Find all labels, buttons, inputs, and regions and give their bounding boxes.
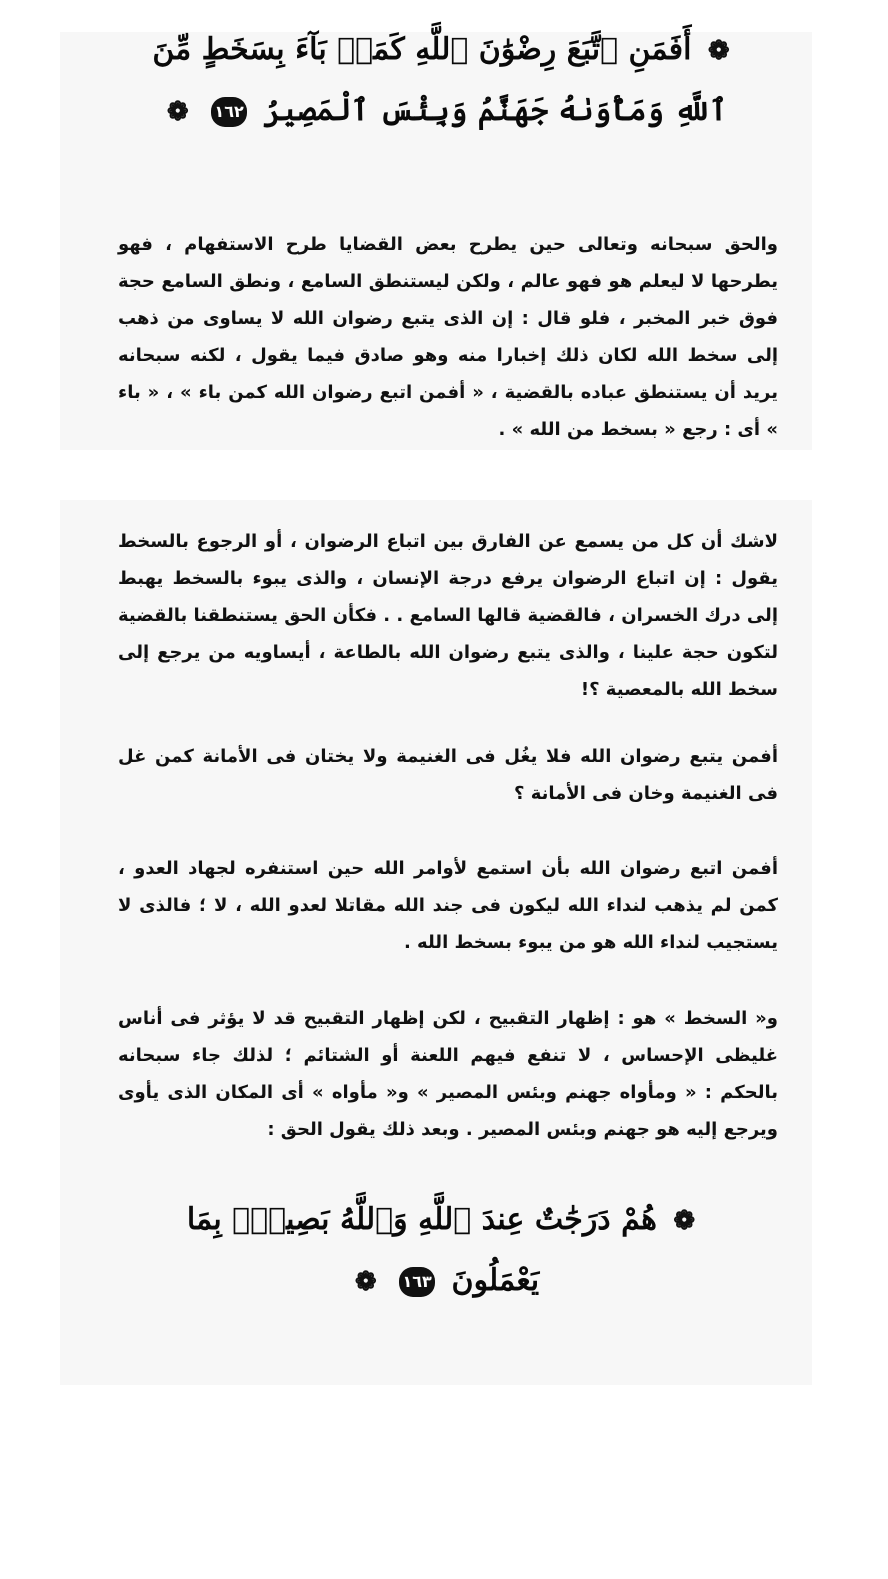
- verse-text: يَعْمَلُونَ: [451, 1263, 540, 1298]
- commentary-paragraph: لاشك أن كل من يسمع عن الفارق بين اتباع الرضوان ، أو الرجوع بالسخط يقول : إن اتباع الرضوان يرفع درجة الإنسان ، والذى يبوء بالسخط يهبط إلى درك الخسران ، فالقضية قالها السامع . . فكأن الحق يستنطقنا بالقضية لتكون حجة علينا ، والذى يتبع رضوان الله بالطاعة ، أيساويه من يرجع إلى سخط الله بالمعصية ؟!: [118, 531, 778, 700]
- commentary-paragraph: و« السخط » هو : إظهار التقبيح ، لكن إظهار التقبيح قد لا يؤثر فى أناس غليظى الإحساس ، لا تنفع فيهم اللعنة أو الشتائم ؛ لذلك جاء سبحانه بالحكم : « ومأواه جهنم وبئس المصير » و« مأواه » أى المكان الذى يأوى ويرجع إليه هو جهنم وبئس المصير . وبعد ذلك يقول الحق :: [118, 1008, 778, 1140]
- verse-line: [20, 20, 868, 81]
- quran-verse-162: [20, 20, 868, 142]
- ayah-number-badge: ١٦٣: [399, 1267, 435, 1297]
- verse-end-ornament-icon: ❁: [354, 1267, 377, 1297]
- commentary-paragraph: أفمن يتبع رضوان الله فلا يغُل فى الغنيمة ولا يختان فى الأمانة كمن غل فى الغنيمة وخان فى الأمانة ؟: [118, 746, 778, 804]
- verse-end-ornament-icon: ❁: [166, 97, 189, 127]
- verse-text: أَفَمَنِ ٱتَّبَعَ رِضْوَٰنَ ٱللَّهِ كَمَنۢ بَآءَ بِسَخَطٍ مِّنَ: [152, 32, 692, 67]
- commentary-paragraph: والحق سبحانه وتعالى حين يطرح بعض القضايا طرح الاستفهام ، فهو يطرحها لا ليعلم هو فهو عالم ، ولكن ليستنطق السامع ، ونطق السامع حجة فوق خبر المخبر ، فلو قال : إن الذى يتبع رضوان الله لا يساوى من ذهب إلى سخط الله لكان ذلك إخبارا منه وهو صادق فيما يقول ، لكنه سبحانه يريد أن يستنطق عباده بالقضية ، « أفمن اتبع رضوان الله كمن باء » ، « باء » أى : رجع « بسخط من الله » .: [118, 234, 778, 440]
- verse-line: [20, 1251, 868, 1312]
- verse-line: [20, 1190, 868, 1251]
- verse-text: ٱللَّهِ وَمَأْوَىٰهُ جَهَنَّمُ وَبِئْسَ ٱلْمَصِيرُ: [263, 93, 728, 128]
- quran-verse-163: [20, 1190, 868, 1312]
- ayah-number-badge: ١٦٢: [211, 97, 247, 127]
- verse-text: هُمْ دَرَجَٰتٌ عِندَ ٱللَّهِ وَٱللَّهُ بَصِيرٌۢ بِمَا: [186, 1202, 657, 1237]
- verse-start-ornament-icon: ❁: [707, 36, 730, 66]
- verse-line: [20, 81, 868, 142]
- commentary-paragraph: أفمن اتبع رضوان الله بأن استمع لأوامر الله حين استنفره لجهاد العدو ، كمن لم يذهب لنداء الله ليكون فى جند الله مقاتلا لعدو الله ، لا ؛ فالذى لا يستجيب لنداء الله هو من يبوء بسخط الله .: [118, 858, 778, 953]
- verse-start-ornament-icon: ❁: [673, 1206, 696, 1236]
